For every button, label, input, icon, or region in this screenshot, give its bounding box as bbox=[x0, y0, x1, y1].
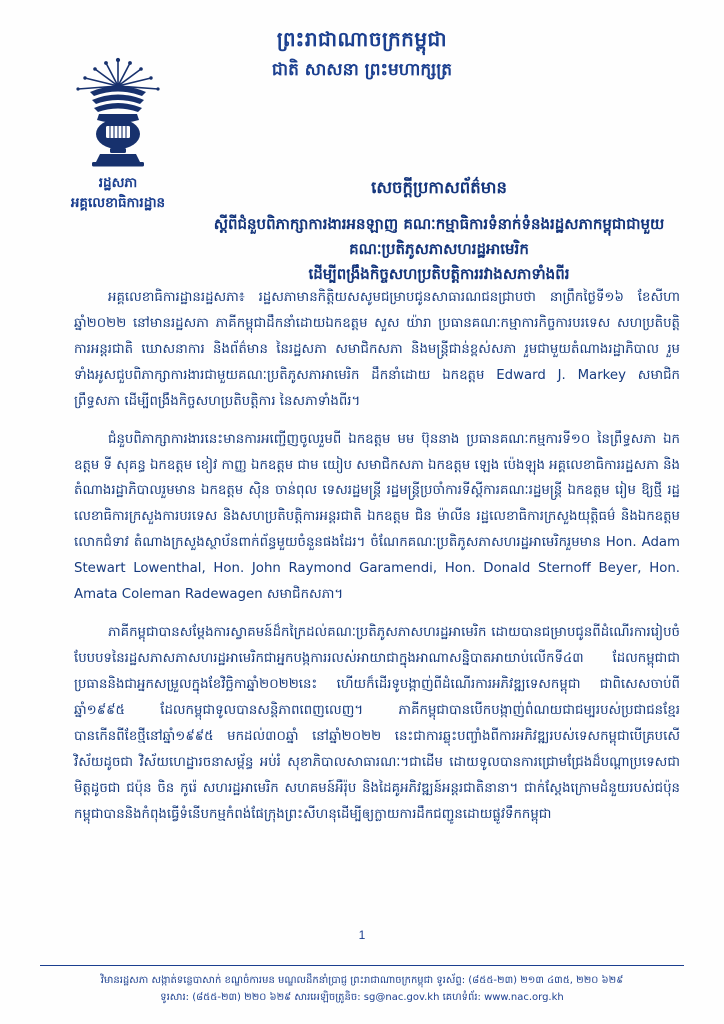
document-footer bbox=[40, 965, 684, 1006]
body-paragraph-2: ជំនួបពិភាក្សាការងារនេះមានការអញ្ជើញចូលរួមពី ឯកឧត្តម មម ប៊ុននាង ប្រធានគណៈកម្មការទី១០ នៃព្រឹទ្ធសភា ឯកឧត្តម ទី សុគន្ធ ឯកឧត្តម ខៀវ កាញ្ញ ឯកឧត្តម ជាម យៀប សមាជិកសភា ឯកឧត្តម ឡេង ប៉េងឡុង អគ្គលេខាធិការរដ្ឋសភា និងតំណាងរដ្ឋាភិបាលរួមមាន ឯកឧត្តម ស៊ិន ចាន់ពុល ទេសរដ្ឋមន្ត្រី រដ្ឋមន្ត្រីប្រចាំការទីស្ដីការគណៈរដ្ឋមន្ត្រី ឯកឧត្តម រៀម ឱ្យថ្មី រដ្ឋលេខាធិការក្រសួងការបរទេស និងសហប្រតិបត្តិការអន្តរជាតិ ឯកឧត្តម ជិន ម៉ាលីន រដ្ឋលេខាធិការក្រសួងយុត្តិធម៌ និងឯកឧត្តម លោកជំទាវ តំណាងក្រសួងស្ថាប័នពាក់ព័ន្ធមួយចំនួនផងដែរ។ ចំណែកគណៈប្រតិភូសភាសហរដ្ឋអាមេរិករួមមាន Hon. Adam Stewart Lowenthal, Hon. John Raymond Garamendi, Hon. Donald Sternoff Beyer, Hon. Amata Coleman Radewagen សមាជិកសភា។ bbox=[74, 431, 680, 603]
subject-line-1: ស្ដីពីជំនួបពិភាក្សាការងារអនឡាញ គណៈកម្មាធិការទំនាក់ទំនងរដ្ឋសភាកម្ពុជាជាមួយគណៈប្រតិភូសភាសហរដ្ឋអាមេរិក bbox=[213, 215, 665, 258]
footer-line-1: វិមានរដ្ឋសភា សង្កាត់ទន្លេបាសាក់ ខណ្ឌចំការមន មណ្ឌលដឹកនាំប្រាជ្ញ ព្រះរាជាណាចក្រកម្ពុជា ទូរស័ព្ទ: (៨៥៥-២៣) ២១៣ ៤៣៥, ២២០ ៦២៩ bbox=[100, 975, 624, 986]
kingdom-title: ព្រះរាជាណាចក្រកម្ពុជា bbox=[276, 27, 448, 51]
page-number: 1 bbox=[358, 928, 366, 942]
footer-website[interactable]: www.nac.org.kh bbox=[484, 992, 564, 1003]
organization-name bbox=[48, 174, 188, 213]
org-line-2: អគ្គលេខាធិការដ្ឋាន bbox=[70, 194, 166, 211]
document-body bbox=[74, 285, 680, 839]
footer-website-label: គេហទំព័រ: bbox=[442, 992, 481, 1003]
national-motto: ជាតិ សាសនា ព្រះមហាក្សត្រ bbox=[271, 60, 453, 80]
subject-line-2: ដើម្បីពង្រឹងកិច្ចសហប្រតិបត្តិការរវាងសភាទាំងពីរ bbox=[308, 264, 570, 283]
footer-line-2 bbox=[40, 989, 684, 1006]
document-type-title: សេចក្ដីប្រកាសព័ត៌មាន bbox=[371, 178, 507, 197]
title-block bbox=[190, 178, 688, 286]
body-paragraph-3: ភាគីកម្ពុជាបានសម្ដែងការស្វាគមន៍ដ៏កក្រៃដល់គណៈប្រតិភូសភាសហរដ្ឋអាមេរិក ដោយបានជម្រាបជូនពីដំណើរការរៀបចំបែបបទនៃរដ្ឋសភាសភាសហរដ្ឋអាមេរិកជាអ្នកបង្កការរលស់អាយាជាក្នុងអាណាសន្និបាតអាយាប់លើកទី៤៣ ដែលកម្ពុជាជាប្រធាននិងជាអ្នកសម្រួលក្នុងខែវិច្ឆិកាឆ្នាំ២០២២នេះ ហើយក៏ដើរទូបង្កាញ់ពីដំណើរការអភិវឌ្ឍទេសកម្ពុជា ជាពិសេសចាប់ពីឆ្នាំ១៩៩៥ ដែលកម្ពុជាទូលបានសន្តិភាពពេញលេញ។ ភាគីកម្ពុជាបានបើកបង្កាញ់ពំណយជាជម្បរបស់ប្រជាជនខ្មែរ បានកើនពីខែថ្មីនៅឆ្នាំ១៩៩៥ មកដល់៣០ឆ្នាំ នៅឆ្នាំ២០២២ នេះជាការឆ្លុះបញ្ចាំងពីការអភិវឌ្ឍរបស់ទេសកម្ពុជាបើគ្របសើវិស័យដូចជា វិស័យហេដ្ឋារចនាសម្ព័ន្ធ អប់រំ សុខាភិបាលសាធារណៈ។ជាដើម ដោយទូលបានការជ្រោមជ្រែងដ៏បណ្តាប្រទេសជាមិត្តដូចជា ជប៉ុន ចិន កូរ៉េ សហរដ្ឋអាមេរិក សហគមន៍អឺរ៉ុប និងដៃគូអភិវឌ្ឍន៍អន្តរជាតិនានា។ ជាក់ស្ដែងក្រោមដំនួយរបស់ជប៉ុន កម្ពុជាបាននិងកំពុងធ្វើទំនើបកម្មកំពង់ផែក្រុងព្រះសីហនុដើម្បីឲ្យក្លាយការដឹកជញ្ជូនដោយផ្លូវទឹកកម្ពុជា bbox=[74, 625, 680, 822]
footer-email[interactable]: sg@nac.gov.kh bbox=[363, 992, 440, 1003]
org-line-1: រដ្ឋសភា bbox=[98, 175, 138, 191]
footer-fax-label: ទូរសារ: (៨៥៥-២៣) ២២០ ៦២៩ សារអេឡិចត្រូនិច: bbox=[160, 992, 361, 1003]
document-subject bbox=[190, 212, 688, 286]
body-paragraph-1: អគ្គលេខាធិការដ្ឋានរដ្ឋសភា៖ រដ្ឋសភាមានកិត្តិយសសូមជម្រាបជូនសាធារណជនជ្រាបថា នាព្រឹកថ្ងៃទី១៦ ខែសីហា ឆ្នាំ២០២២ នៅមានរដ្ឋសភា ភាគីកម្ពុជាដឹកនាំដោយឯកឧត្តម សួស យ៉ារា ប្រធានគណៈកម្មាការកិច្ចការបរទេស សហប្រតិបត្តិការអន្តរជាតិ ឃោសនាការ និងព័ត៌មាន នៃរដ្ឋសភា សមាជិកសភា និងមន្ត្រីជាន់ខ្ពស់សភា រួមជាមួយតំណាងរដ្ឋាភិបាល រួមទាំងអូសជួបពិភាក្សាការងារជាមួយគណៈប្រតិភូសភាអាមេរិក ដឹកនាំដោយ ឯកឧត្តម Edward J. Markey សមាជិកព្រឹទ្ធសភា ដើម្បីពង្រឹងកិច្ចសហប្រតិបត្តិការ នៃសភាទាំងពីរ។ bbox=[74, 290, 680, 409]
emblem-block bbox=[48, 56, 188, 213]
national-assembly-emblem-icon bbox=[66, 56, 170, 168]
